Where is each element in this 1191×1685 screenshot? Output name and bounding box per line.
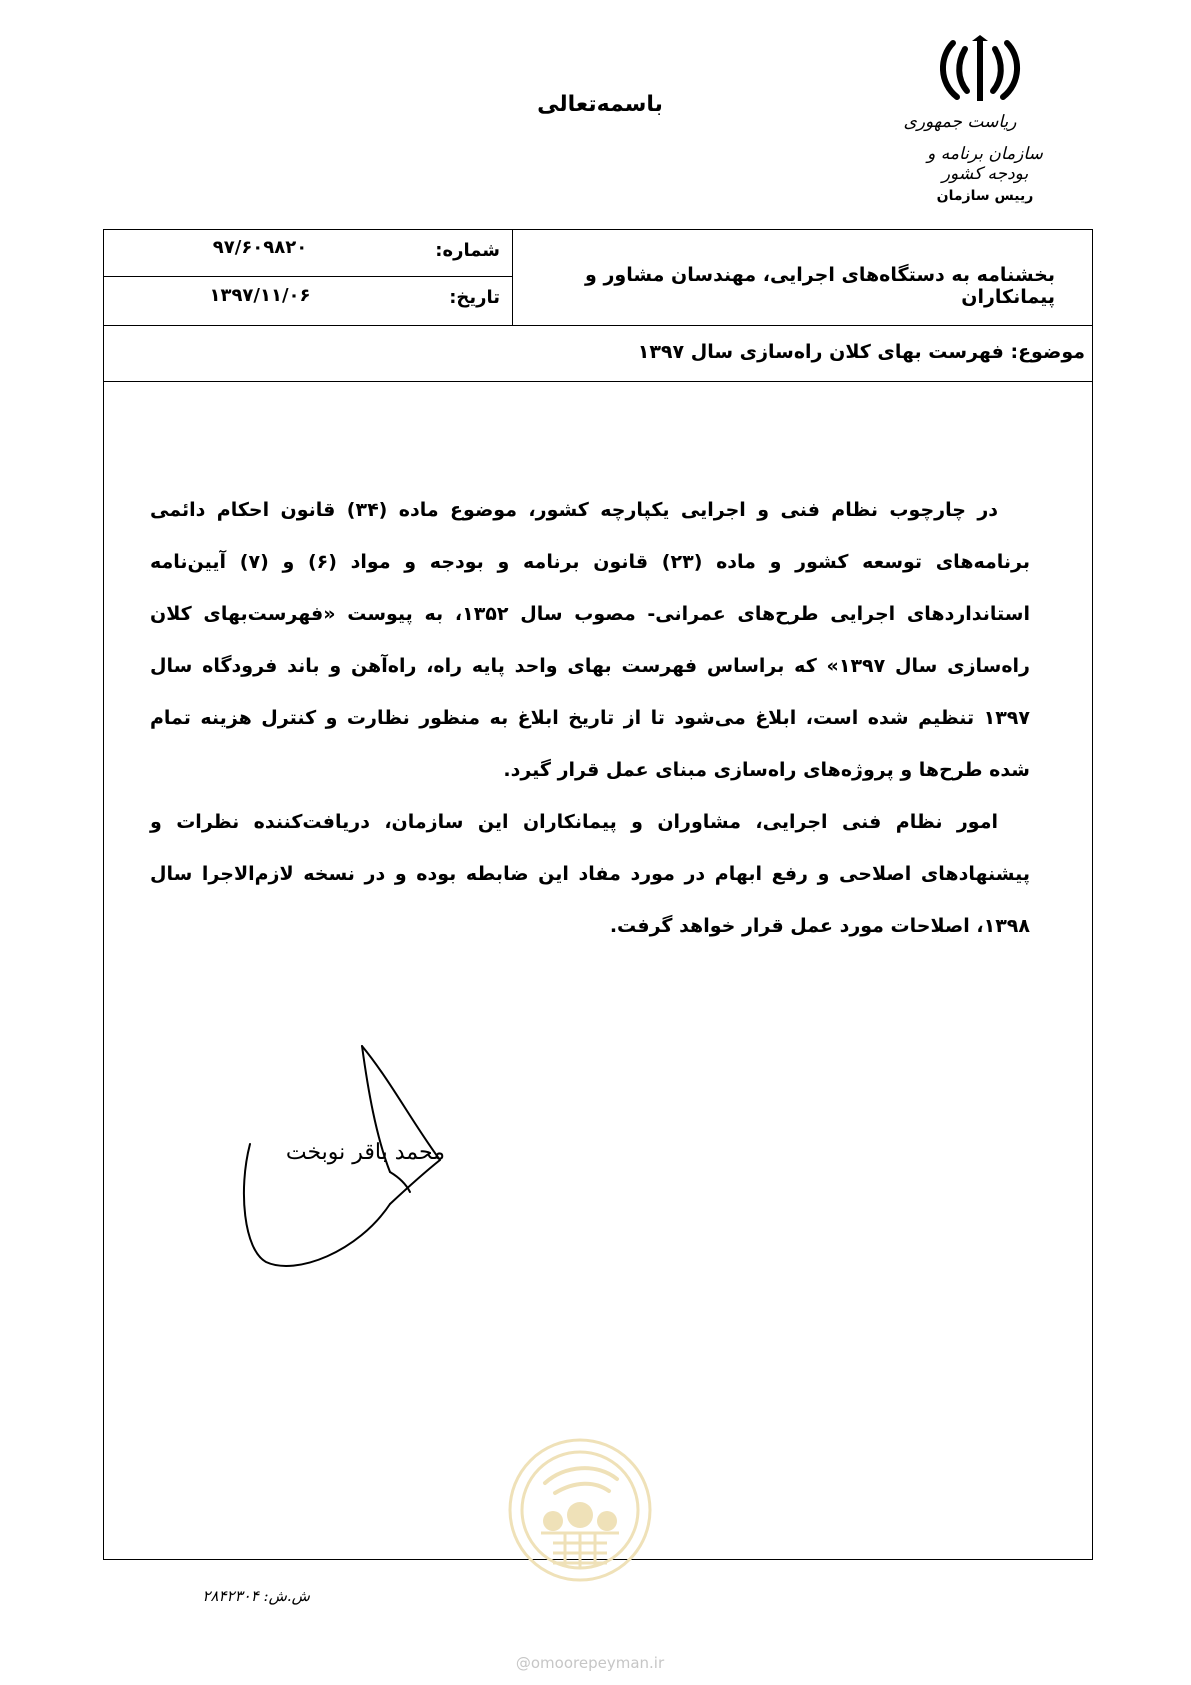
recipients-line: بخشنامه به دستگاه‌های اجرایی، مهندسان مشاور و پیمانکاران (585, 264, 1055, 308)
subject-divider (103, 381, 1093, 382)
signer-name: محمد باقر نوبخت (285, 1140, 445, 1165)
watermark-url: @omoorepeyman.ir (515, 1654, 665, 1672)
body-paragraph: در چارچوب نظام فنی و اجرایی یکپارچه کشور، موضوع ماده (۳۴) قانون احکام دائمی برنامه‌های توسعه کشور و ماده (۲۳) قانون برنامه و بودجه و مواد (۶) و (۷) آیین‌نامه استانداردهای اجرایی طرح‌های عمرانی- مصوب سال ۱۳۵۲، به پیوست «فهرست‌بهای کلان راه‌سازی سال ۱۳۹۷» که براساس فهرست بهای واحد پایه راه، راه‌آهن و باند فرودگاه سال ۱۳۹۷ تنظیم شده است، ابلاغ می‌شود تا از تاریخ ابلاغ به منظور نظارت و کنترل هزینه تمام شده طرح‌ها و پروژه‌های راه‌سازی مبنای عمل قرار گیرد. (150, 499, 1031, 781)
header-divider-middle (103, 276, 512, 277)
header-divider-vertical (512, 229, 513, 325)
subject-line: موضوع: فهرست بهای کلان راه‌سازی سال ۱۳۹۷ (637, 341, 1085, 363)
header-divider-bottom (103, 325, 1093, 326)
page-heading: باسمه‌تعالی (537, 92, 663, 117)
letter-number-label: شماره: (435, 240, 500, 261)
letterhead-organization: سازمان برنامه و بودجه کشور (927, 144, 1043, 184)
handwritten-signature (240, 1040, 450, 1290)
omoore-peyman-seal-icon (505, 1435, 655, 1585)
letterhead-title: رییس سازمان (936, 188, 1034, 204)
reference-code: ش.ش: ۲۸۴۲۳۰۴ (202, 1587, 310, 1605)
iran-emblem-icon (935, 35, 1025, 110)
letterhead-presidency: ریاست جمهوری (903, 112, 1017, 132)
letter-body (150, 484, 1030, 952)
letter-date-value: ۱۳۹۷/۱۱/۰۶ (209, 285, 311, 306)
body-paragraph: امور نظام فنی اجرایی، مشاوران و پیمانکاران این سازمان، دریافت‌کننده نظرات و پیشنهادهای اصلاحی و رفع ابهام در مورد مفاد این ضابطه بوده و در نسخه لازم‌الاجرا سال ۱۳۹۸، اصلاحات مورد عمل قرار خواهد گرفت. (150, 811, 1030, 937)
letter-date-label: تاریخ: (449, 287, 500, 308)
letter-number-value: ۹۷/۶۰۹۸۲۰ (212, 237, 308, 258)
